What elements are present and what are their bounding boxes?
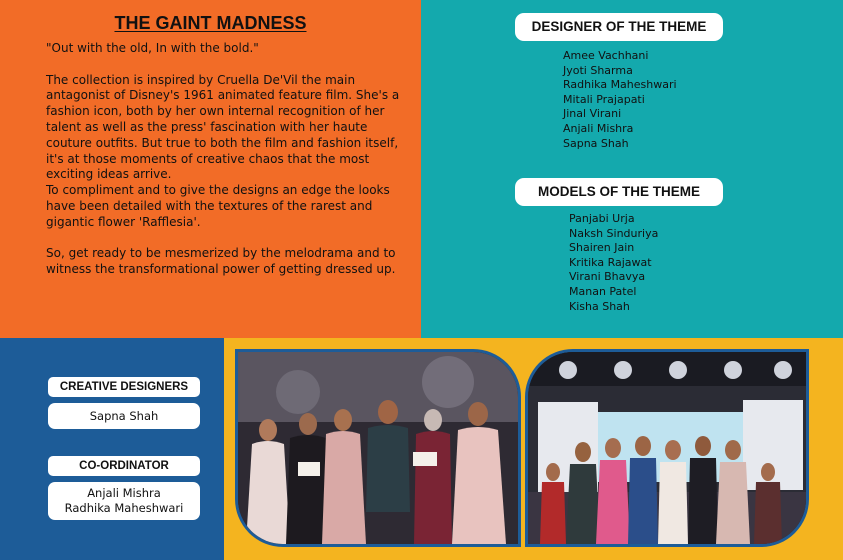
creative-designers-label: CREATIVE DESIGNERS	[48, 377, 200, 397]
creative-designer-name: Sapna Shah	[89, 408, 159, 423]
designer-name: Jyoti Sharma	[563, 63, 633, 77]
event-photo-group-stage	[525, 349, 809, 547]
model-name: Panjabi Urja	[569, 212, 635, 225]
coordinator-name: Anjali Mishra	[87, 486, 161, 500]
models-heading: MODELS OF THE THEME	[515, 178, 723, 206]
creative-designers-box	[48, 403, 200, 429]
designers-heading: DESIGNER OF THE THEME	[515, 13, 723, 41]
paragraph-gap	[46, 231, 406, 247]
coordinator-label: CO-ORDINATOR	[48, 456, 200, 476]
model-name: Naksh Sinduriya	[569, 226, 659, 240]
photo-1-image	[238, 352, 518, 544]
theme-paragraph: The collection is inspired by Cruella De'Vil the main antagonist of Disney's 1961 animated feature film. She's a fashion icon, both by her own internal recognition of her talent as well as the press' fascination with her haute couture outfits. But true to both the film and fashion itself, it's at those moments of creative chaos that the most exciting ideas arrive.	[46, 72, 400, 182]
coordinator-box	[48, 482, 200, 520]
designer-name: Jinal Virani	[563, 107, 622, 121]
model-name: Kritika Rajawat	[569, 255, 652, 269]
theme-paragraph: "Out with the old, In with the bold."	[46, 41, 259, 55]
designer-name: Mitali Prajapati	[563, 92, 645, 106]
model-name: Kisha Shah	[569, 299, 630, 313]
event-photo-award-ceremony	[235, 349, 521, 547]
model-name: Shairen Jain	[569, 241, 635, 255]
model-name: Manan Patel	[569, 284, 637, 298]
coordinator-name: Radhika Maheshwari	[64, 501, 184, 515]
designers-list	[563, 49, 677, 151]
photo-2-image	[528, 352, 806, 544]
theme-paragraph: To compliment and to give the designs an edge the looks have been detailed with the textures of the rarest and gigantic flower 'Rafflesia'.	[46, 183, 390, 229]
designer-name: Anjali Mishra	[563, 121, 634, 135]
theme-story-panel	[0, 0, 421, 338]
theme-paragraph: So, get ready to be mesmerized by the melodrama and to witness the transformational power of getting dressed up.	[46, 246, 396, 277]
model-name: Virani Bhavya	[569, 270, 646, 284]
theme-description	[46, 41, 406, 278]
paragraph-gap	[46, 57, 406, 73]
designer-name: Radhika Maheshwari	[563, 78, 677, 92]
designer-name: Amee Vachhani	[563, 49, 649, 62]
designer-name: Sapna Shah	[563, 136, 629, 150]
team-panel	[0, 338, 224, 560]
models-list	[569, 212, 658, 314]
theme-title: THE GAINT MADNESS	[114, 13, 307, 33]
